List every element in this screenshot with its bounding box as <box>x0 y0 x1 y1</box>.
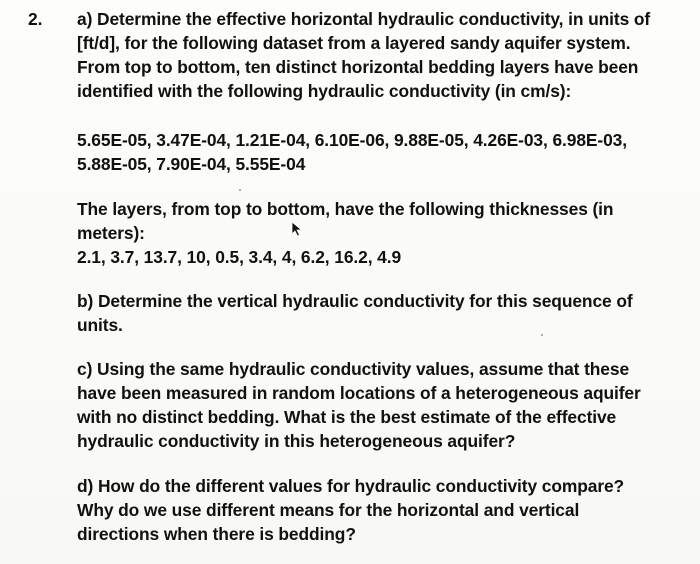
part-d-line-1: d) How do the different values for hydraulic conductivity compare? <box>77 476 625 496</box>
conductivity-values-line-2: 5.88E-05, 7.90E-04, 5.55E-04 <box>77 154 306 174</box>
speck <box>239 189 241 191</box>
thickness-intro-line-2: meters): <box>77 223 145 243</box>
part-a-line-4: identified with the following hydraulic conductivity (in cm/s): <box>77 81 572 101</box>
part-a-line-1: a) Determine the effective horizontal hydraulic conductivity, in units of <box>77 9 651 29</box>
part-d-line-2: Why do we use different means for the horizontal and vertical <box>77 500 580 520</box>
speck <box>541 334 543 336</box>
part-b-line-1: b) Determine the vertical hydraulic conductivity for this sequence of <box>77 291 633 311</box>
mouse-pointer-icon <box>291 221 303 237</box>
part-d-line-3: directions when there is bedding? <box>77 524 356 544</box>
thickness-intro-line-1: The layers, from top to bottom, have the following thicknesses (in <box>77 199 614 219</box>
question-number: 2. <box>28 9 43 29</box>
part-c-line-2: have been measured in random locations of a heterogeneous aquifer <box>77 383 641 403</box>
part-a-line-2: [ft/d], for the following dataset from a layered sandy aquifer system. <box>77 33 631 53</box>
part-c-line-4: hydraulic conductivity in this heterogeneous aquifer? <box>77 431 516 451</box>
part-c-line-3: with no distinct bedding. What is the best estimate of the effective <box>77 407 617 427</box>
thickness-values: 2.1, 3.7, 13.7, 10, 0.5, 3.4, 4, 6.2, 16.2, 4.9 <box>77 247 402 267</box>
part-c-line-1: c) Using the same hydraulic conductivity values, assume that these <box>77 359 630 379</box>
conductivity-values-line-1: 5.65E-05, 3.47E-04, 1.21E-04, 6.10E-06, 9.88E-05, 4.26E-03, 6.98E-03, <box>77 130 627 150</box>
part-b-line-2: units. <box>77 315 123 335</box>
part-a-line-3: From top to bottom, ten distinct horizontal bedding layers have been <box>77 57 639 77</box>
